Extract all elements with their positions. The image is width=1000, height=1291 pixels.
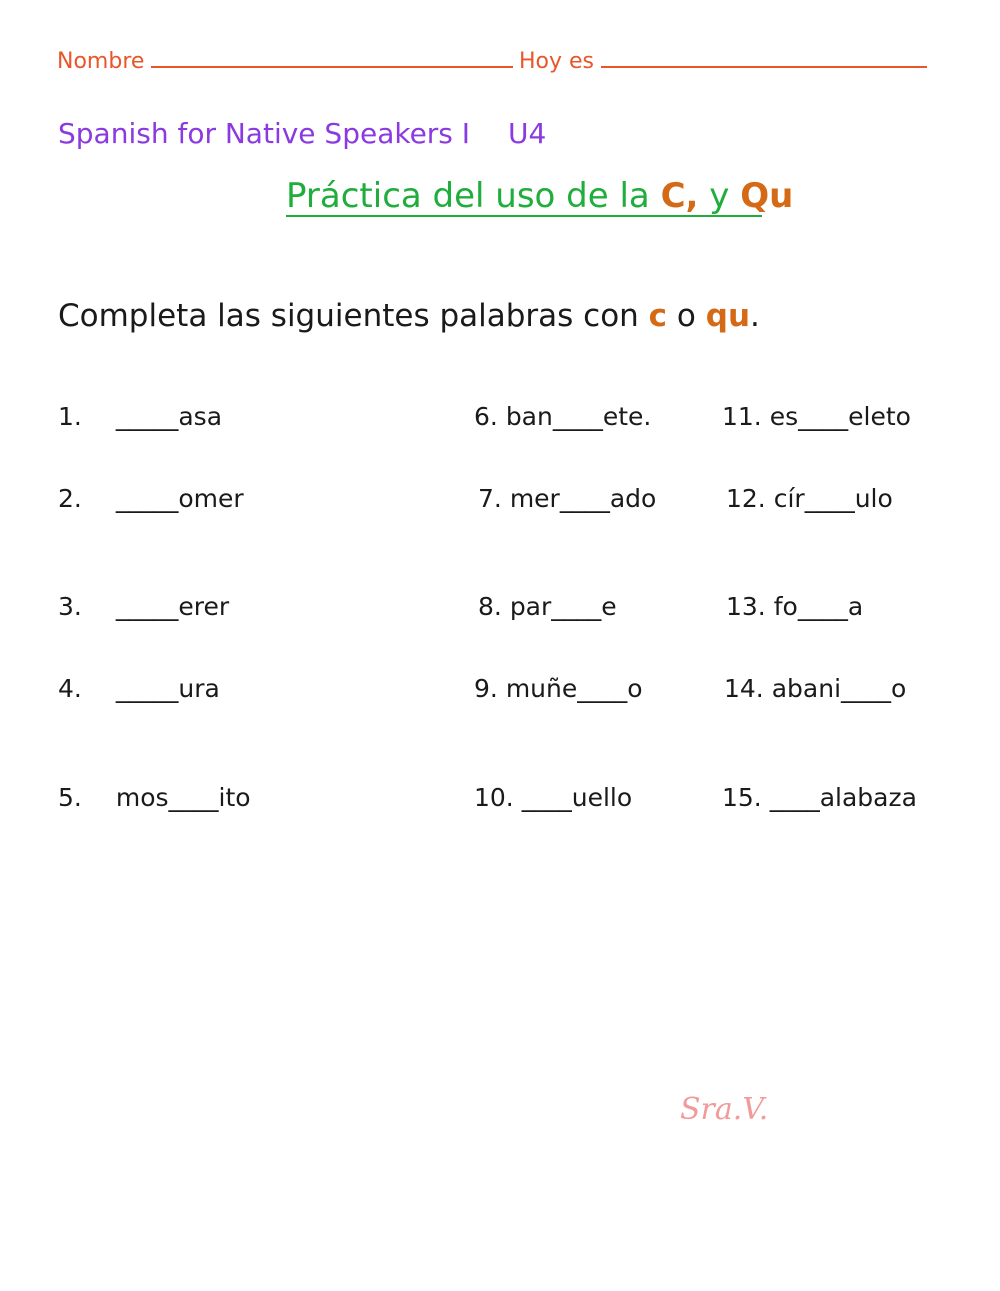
item-14[interactable] [724, 674, 906, 703]
item-word[interactable]: muñe____o [505, 674, 643, 703]
item-word[interactable]: ____uello [521, 783, 633, 812]
item-7[interactable] [478, 484, 656, 513]
item-4[interactable] [58, 674, 220, 703]
item-5[interactable] [58, 783, 251, 812]
item-word[interactable]: cír____ulo [773, 484, 893, 513]
item-13[interactable] [726, 592, 863, 621]
item-word[interactable]: _____asa [115, 402, 223, 431]
title-highlight-c: C, [660, 176, 699, 216]
item-number: 11. [722, 402, 762, 431]
item-6[interactable] [474, 402, 651, 431]
title-highlight-qu: Qu [740, 176, 794, 216]
item-word[interactable]: ban____ete. [505, 402, 652, 431]
teacher-signature: Sra.V. [680, 1092, 769, 1127]
item-number: 7. [478, 484, 502, 513]
item-number: 13. [726, 592, 766, 621]
item-word[interactable]: abani____o [771, 674, 907, 703]
item-2[interactable] [58, 484, 244, 513]
name-blank-line[interactable] [151, 46, 513, 68]
item-number: 4. [58, 674, 82, 703]
item-number: 8. [478, 592, 502, 621]
course-name: Spanish for Native Speakers I [58, 117, 471, 150]
item-number: 12. [726, 484, 766, 513]
item-3[interactable] [58, 592, 229, 621]
item-number: 5. [58, 783, 82, 812]
item-10[interactable] [474, 783, 632, 812]
item-1[interactable] [58, 402, 222, 431]
instructions-or: o [667, 298, 706, 334]
item-9[interactable] [474, 674, 643, 703]
item-word[interactable]: _____omer [115, 484, 244, 513]
item-word[interactable]: par____e [509, 592, 617, 621]
name-field[interactable] [57, 46, 513, 74]
item-number: 15. [722, 783, 762, 812]
name-label: Nombre [57, 49, 145, 74]
item-number: 2. [58, 484, 82, 513]
page-title [286, 176, 793, 216]
item-15[interactable] [722, 783, 917, 812]
instructions-opt-c: c [648, 298, 668, 334]
instructions-opt-qu: qu [705, 298, 751, 334]
instructions-text: Completa las siguientes palabras con [58, 298, 649, 334]
item-word[interactable]: mos____ito [115, 783, 251, 812]
item-number: 9. [474, 674, 498, 703]
date-blank-line[interactable] [601, 46, 927, 68]
date-label: Hoy es [519, 49, 595, 74]
instructions-end: . [750, 298, 760, 334]
item-number: 14. [724, 674, 764, 703]
item-number: 10. [474, 783, 514, 812]
item-word[interactable]: mer____ado [509, 484, 657, 513]
item-word[interactable]: fo____a [773, 592, 864, 621]
date-field[interactable] [519, 46, 927, 74]
item-8[interactable] [478, 592, 617, 621]
item-word[interactable]: _____erer [115, 592, 230, 621]
item-word[interactable]: es____eleto [769, 402, 911, 431]
item-12[interactable] [726, 484, 893, 513]
item-word[interactable]: ____alabaza [769, 783, 917, 812]
item-number: 6. [474, 402, 498, 431]
item-11[interactable] [722, 402, 911, 431]
title-underline [286, 215, 762, 217]
item-word[interactable]: _____ura [115, 674, 220, 703]
item-number: 3. [58, 592, 82, 621]
item-number: 1. [58, 402, 82, 431]
title-connector: y [698, 176, 741, 216]
title-prefix: Práctica del uso de la [286, 176, 661, 216]
instructions [58, 298, 760, 334]
course-unit: U4 [508, 117, 547, 150]
